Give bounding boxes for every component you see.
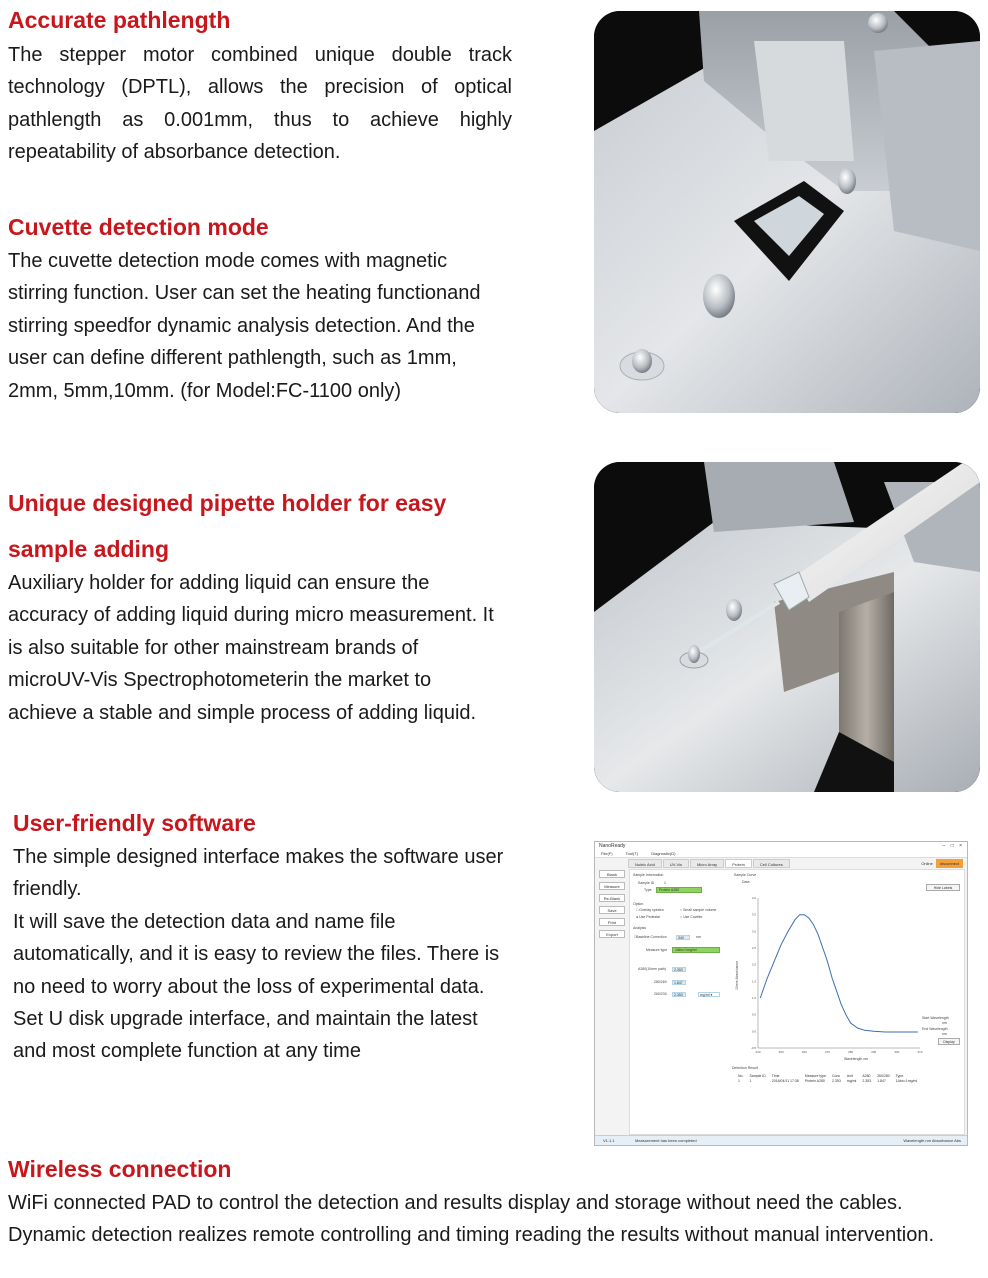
table-cell: mg/ml — [846, 1079, 857, 1083]
section-pipette-holder — [8, 489, 498, 729]
measure-type-select[interactable]: 1Abs=1mg/ml — [672, 947, 720, 953]
measure-button[interactable]: Measure — [599, 882, 625, 890]
save-button[interactable]: Save — [599, 906, 625, 914]
section-accurate-pathlength — [8, 6, 512, 169]
paragraph: WiFi connected PAD to control the detection and results display and storage without need the cables. — [8, 1192, 903, 1214]
online-label: Online — [921, 861, 933, 866]
use-cuvette-radio[interactable]: ○ Use Cuvette — [680, 915, 703, 919]
unit-select-value: mg/ml — [700, 993, 710, 997]
chart-y-tick-label: 2.5 — [751, 946, 756, 950]
section-cuvette-detection — [8, 213, 508, 407]
option-label: Option — [633, 902, 644, 906]
chart-y-tick-label: 0.0 — [751, 1029, 756, 1034]
ratio-280-260-label: 280/260 — [654, 980, 667, 984]
table-cell: 1 — [738, 1079, 740, 1083]
table-header-cell: 260/280 — [877, 1074, 890, 1078]
chart-y-tick-label: 2.0 — [751, 962, 756, 967]
paragraph: The simple designed interface makes the software user friendly. — [13, 846, 504, 901]
chart-y-tick-label: 1.5 — [751, 979, 756, 984]
pipette-holder-photo — [594, 462, 980, 792]
ratio-260-230-value: 2.353 — [672, 992, 686, 997]
tab-nucleic-acid[interactable]: Nuleic Acid — [628, 859, 662, 868]
a280-label: A280(10mm path) — [638, 967, 667, 971]
chart-x-tick-label: 240 — [755, 1050, 761, 1054]
menu-bar — [595, 850, 967, 858]
status-readout: Wavelength nm Absorbance Abs — [903, 1138, 961, 1143]
curve-title: Sample Curve — [734, 873, 757, 877]
cuvette-holder-illustration — [594, 11, 980, 413]
menu-file[interactable]: File(F) — [601, 851, 613, 856]
section-body — [13, 841, 513, 1068]
tab-uv-vis[interactable]: UV-Vis — [663, 859, 689, 868]
table-cell: 1Abs=1mg/ml — [895, 1079, 918, 1083]
overlay-spectra-label: Overlay spectra — [639, 908, 664, 912]
tab-micro-array[interactable]: Micro Array — [690, 859, 724, 868]
type-select[interactable]: Protein A280 — [656, 887, 702, 893]
a280-value: 2.353 — [672, 967, 686, 972]
table-cell: 1 — [749, 1079, 752, 1083]
chart-x-tick-label: 290 — [871, 1050, 877, 1054]
table-cell: 1.847 — [877, 1079, 886, 1083]
connection-status-badge[interactable]: disconnect — [936, 859, 963, 868]
tab-protein[interactable]: Protein — [725, 859, 752, 868]
window-titlebar — [595, 842, 967, 850]
start-wavelength-unit: nm — [942, 1021, 947, 1025]
sample-info-title: Sample Information — [633, 873, 664, 877]
version-label: V1.1.1 — [603, 1138, 615, 1143]
chart-y-tick-label: 3.0 — [751, 929, 756, 934]
connection-indicator — [921, 859, 963, 868]
baseline-input[interactable]: 340 — [676, 935, 690, 940]
chart-x-tick-label: 280 — [848, 1050, 854, 1054]
pipette-holder-illustration — [594, 462, 980, 792]
table-cell: 2.353 — [862, 1079, 872, 1083]
use-pedestal-label: Use Pedestal — [639, 915, 660, 919]
analysis-label: Analysis — [633, 926, 647, 930]
table-cell: Protein A280 — [804, 1079, 825, 1083]
unit-select[interactable]: mg/ml ▾ — [698, 992, 720, 997]
detection-result-title: Detection Result — [732, 1066, 758, 1070]
table-header-cell: Type — [895, 1074, 904, 1078]
tab-bar — [628, 859, 967, 868]
menu-diagnostic[interactable]: Diagnostic(D) — [651, 851, 676, 856]
re-blank-button[interactable]: Re-Blank — [599, 894, 625, 902]
end-wavelength-unit: nm — [942, 1032, 947, 1036]
sample-id-label: Sample ID — [638, 881, 655, 885]
baseline-label: Baseline Correction — [636, 935, 667, 939]
export-button[interactable]: Export — [599, 930, 625, 938]
paragraph: It will save the detection data and name file automatically, and it is easy to review the files. There is no need to worry about the loss of experimental data. — [13, 910, 500, 998]
chart-y-axis-label: 10mm Absorbance — [735, 960, 739, 990]
table-header-cell: Conc — [832, 1074, 841, 1078]
sample-id-value[interactable]: 1 — [664, 881, 666, 885]
window-controls[interactable]: – □ × — [942, 843, 964, 849]
chart-y-tick-label: 1.0 — [751, 996, 756, 1000]
chart-y-tick-label: -0.5 — [750, 1046, 756, 1050]
section-heading: Unique designed pipette holder for easy — [8, 490, 447, 516]
chart-y-tick-label: 3.5 — [751, 912, 756, 917]
main-panel — [629, 869, 965, 1135]
absorbance-chart — [630, 870, 966, 1135]
chart-x-axis-label: Wavelength nm — [844, 1057, 869, 1061]
section-body — [8, 1187, 986, 1252]
paragraph: Dynamic detection realizes remote controlling and timing reading the results without manual intervention. — [8, 1224, 935, 1247]
tab-cell-cultures[interactable]: Cell Cultures — [753, 859, 790, 868]
status-bar — [595, 1135, 967, 1145]
side-toolbar — [597, 870, 627, 942]
chart-x-ticks — [755, 1050, 922, 1054]
paragraph: The cuvette detection mode comes with magnetic stirring function. User can set the heating functionand stirring speedfor dynamic analysis detection. And the user can define different pathlength, such as 1mm, 2mm, 5mm,10mm. (for Model:FC-1100 only) — [8, 250, 481, 402]
chart-x-tick-label: 250 — [778, 1050, 784, 1054]
ratio-280-260-value: 1.847 — [672, 980, 686, 985]
print-button[interactable]: Print — [599, 918, 625, 926]
section-software — [13, 809, 513, 1068]
measure-type-label: Measure type — [646, 948, 668, 952]
blank-button[interactable]: Blank — [599, 870, 625, 878]
table-header-cell: A280 — [862, 1074, 871, 1078]
table-header-cell: Sample ID — [749, 1074, 766, 1078]
menu-tool[interactable]: Tool(T) — [625, 851, 639, 856]
section-heading: Accurate pathlength — [8, 7, 231, 33]
section-heading: Cuvette detection mode — [8, 214, 269, 240]
table-header-cell: Measure type — [804, 1074, 827, 1078]
paragraph: The stepper motor combined unique double track technology (DPTL), allows the precision of optical pathlength as 0.001mm, thus to achieve highly repeatability of absorbance detection. — [8, 44, 512, 164]
absorbance-series-line — [760, 915, 917, 1032]
overlay-spectra-checkbox[interactable]: □ Overlay spectra — [636, 908, 664, 912]
table-header-cell: Time — [771, 1074, 780, 1078]
end-wavelength-label: End Wavelength — [922, 1027, 948, 1031]
ratio-260-230-label: 260/230 — [654, 992, 667, 996]
detection-result-table — [735, 1074, 920, 1084]
paragraph: Auxiliary holder for adding liquid can ensure the accuracy of adding liquid during micro measurement. It is also suitable for other mainstream brands of microUV-Vis Spectrophotometerin the market to achieve a stable and simple process of adding liquid. — [8, 572, 494, 724]
chart-x-tick-label: 300 — [894, 1050, 900, 1054]
use-cuvette-label: Use Cuvette — [683, 915, 703, 919]
chart-axes — [758, 898, 920, 1048]
software-screenshot — [594, 841, 968, 1146]
hide-labels-button[interactable]: Hide Labels — [926, 884, 960, 891]
chart-x-tick-label: 270 — [824, 1050, 830, 1054]
table-cell: 2016/04/11 17:38 — [771, 1079, 799, 1083]
table-header-cell: Unit — [846, 1074, 854, 1078]
type-label: Type — [644, 888, 652, 892]
chart-y-tick-label: 0.5 — [751, 1012, 756, 1017]
section-body — [8, 245, 508, 407]
small-volume-checkbox[interactable]: ○ Small sample volume — [680, 908, 717, 912]
table-header-cell: No. — [738, 1074, 744, 1078]
section-heading-continued: sample adding — [8, 536, 170, 562]
cuvette-holder-photo — [594, 11, 980, 413]
chart-axis-lines — [758, 898, 920, 1048]
chart-x-tick-label: 310 — [917, 1050, 923, 1054]
small-volume-label: Small sample volume — [683, 908, 717, 912]
chart-y-tick-label: 4.0 — [751, 896, 756, 900]
use-pedestal-radio[interactable]: ● Use Pedestal — [636, 915, 660, 919]
baseline-unit: nm — [696, 935, 701, 939]
section-heading: User-friendly software — [13, 810, 256, 836]
display-button[interactable]: Display — [938, 1038, 960, 1045]
section-heading: Wireless connection — [8, 1156, 232, 1182]
table-cell: 2.353 — [832, 1079, 841, 1083]
section-body — [8, 39, 512, 169]
curve-subtitle: Data — [742, 880, 750, 884]
section-body — [8, 567, 498, 729]
chart-x-tick-label: 260 — [801, 1050, 807, 1054]
paragraph: Set U disk upgrade interface, and maintain the latest and most complete function at any time — [13, 1008, 478, 1063]
chart-y-ticks — [751, 896, 757, 1050]
table-row[interactable] — [735, 1079, 920, 1084]
status-message: Measurement has been completed — [635, 1138, 697, 1143]
baseline-checkbox[interactable]: □Baseline Correction — [634, 935, 667, 939]
start-wavelength-label: Start Wavelength — [922, 1016, 949, 1020]
section-wireless — [8, 1155, 986, 1252]
window-title: NanoReady — [599, 843, 626, 849]
